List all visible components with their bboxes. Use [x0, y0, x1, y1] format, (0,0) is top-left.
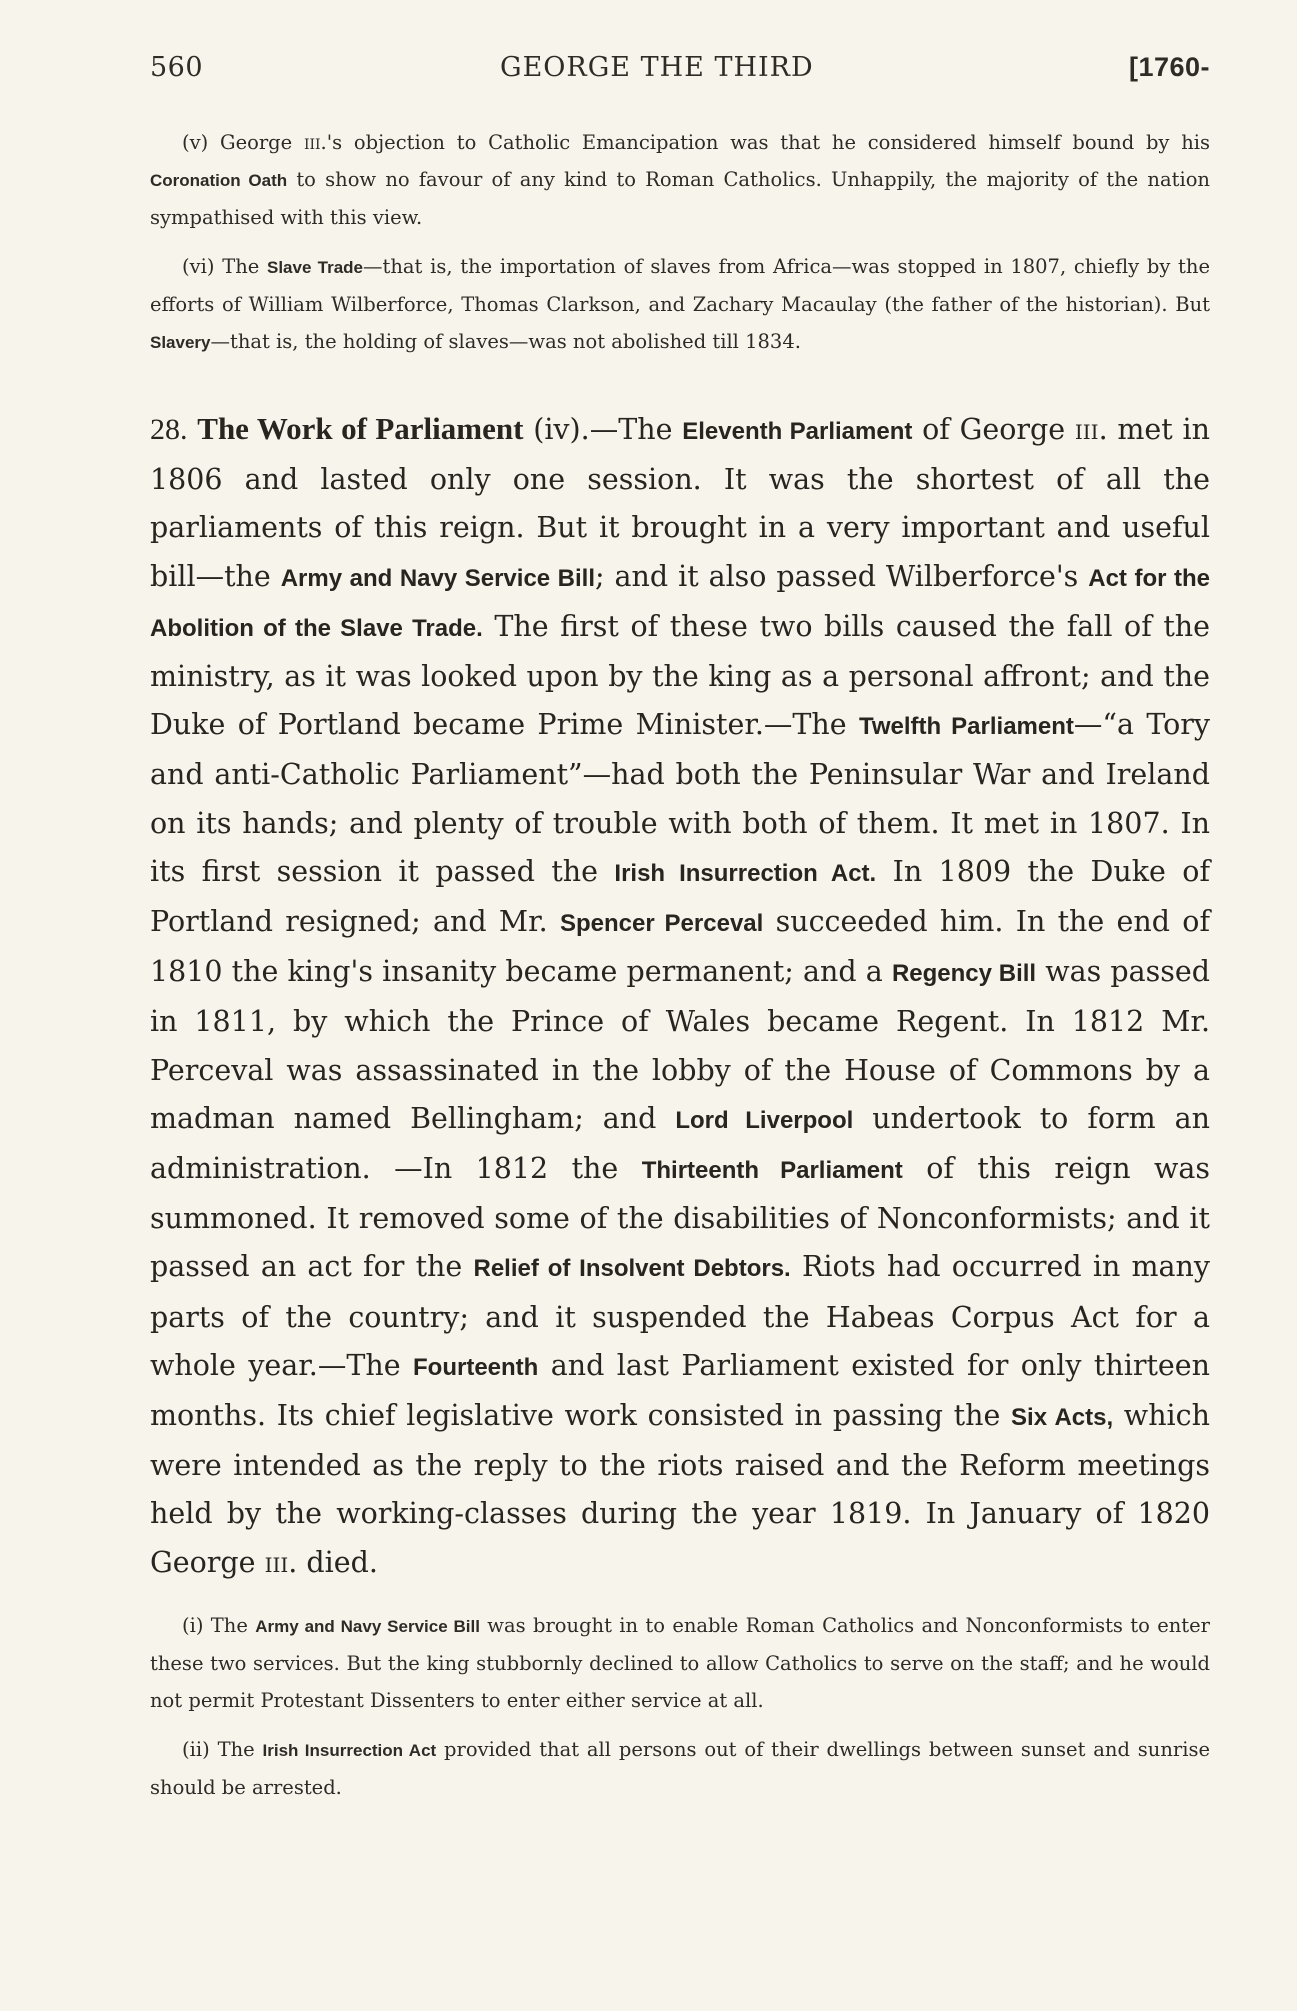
note-text: The	[222, 255, 267, 278]
page-year: [1760-	[1128, 52, 1210, 82]
footnote-bold-term: Irish Insurrection Act	[262, 1740, 437, 1760]
bold-term: Lord Liverpool	[675, 1106, 854, 1134]
section-text: succeeded him. In the end of 1810 the king's insanity became permanent; and a	[150, 905, 1210, 989]
section-text: of this reign was summoned. It removed some of the disabilities of Nonconformists; and it passed an act for the	[150, 1152, 1210, 1284]
note-text: to show no favour of any kind to Roman Catholics. Unhappily, the majority of the nation sympathised with this view.	[150, 168, 1210, 229]
section-text: of George	[912, 413, 1075, 446]
bold-term: Thirteenth Parliament	[641, 1157, 903, 1185]
note-label: (vi)	[182, 255, 215, 278]
note-bold-term: Slave Trade	[267, 258, 364, 277]
running-header	[150, 52, 1210, 96]
section-text: Riots had occurred in many parts of the country; and it suspended the Habeas Corpus Act for a whole year.—The	[150, 1250, 1210, 1382]
page-title: GEORGE THE THIRD	[500, 52, 814, 83]
footnote-bold-term: Army and Navy Service Bill	[255, 1616, 480, 1636]
bold-term: Army and Navy Service Bill	[280, 564, 596, 592]
section-28	[150, 405, 1210, 1587]
note-text: iii.	[303, 131, 327, 154]
footnote-ii	[150, 1731, 1210, 1806]
note-text: George	[220, 131, 304, 154]
section-text: undertook to form an administration. —In 1812 the	[150, 1101, 1210, 1186]
note-bold-term: Coronation Oath	[150, 171, 288, 190]
section-text: (iv).—The	[523, 413, 683, 446]
bold-term: Fourteenth	[413, 1353, 539, 1381]
section-text: In 1809 the Duke of Portland resigned; and Mr.	[150, 854, 1210, 939]
bold-term: Six Acts,	[1011, 1404, 1114, 1432]
page-number: 560	[150, 52, 204, 83]
bold-term: Irish Insurrection Act.	[614, 859, 877, 887]
footnote-i	[150, 1607, 1210, 1719]
section-text: iii.	[264, 1545, 298, 1579]
section-text: was passed in 1811, by which the Prince of Wales became Regent. In 1812 Mr. Perceval was assassinated in the lobby of the House of Commons by a madman named Bellingham; and	[150, 955, 1211, 1135]
note-text: 's objection to Catholic Emancipation was that he considered himself bound by his	[326, 131, 1211, 154]
bold-term: Twelfth Parliament	[858, 713, 1074, 741]
note-text: —that is, the holding of slaves—was not abolished till 1834.	[210, 330, 801, 353]
footnote-text: The	[217, 1737, 263, 1761]
note-v	[150, 124, 1210, 236]
footnote-text: provided that all persons out of their dwellings between sunset and sunrise should be arrested.	[150, 1737, 1211, 1799]
bold-term: Regency Bill	[891, 960, 1037, 988]
section-number: 28.	[150, 413, 188, 446]
note-bold-term: Slavery	[150, 333, 211, 352]
footnote-text: was brought in to enable Roman Catholics and Nonconformists to enter these two services. But the king stubbornly declined to allow Catholics to serve on the staff; and he would not permit Protestant Dissenters to enter either service at all.	[150, 1613, 1210, 1712]
section-text: which were intended as the reply to the riots raised and the Reform meetings held by the working-classes during the year 1819. In January of 1820 George	[150, 1399, 1210, 1579]
section-heading: The Work of Parliament	[197, 411, 524, 446]
footnote-label: (i)	[182, 1613, 204, 1637]
book-page	[150, 52, 1210, 1818]
note-vi	[150, 248, 1210, 361]
bold-term: Eleventh Parliament	[682, 418, 913, 445]
footnotes	[150, 1607, 1210, 1806]
bold-term: Spencer Perceval	[559, 910, 764, 938]
footnote-label: (ii)	[182, 1737, 210, 1761]
section-text: —“a Tory and anti-Catholic Parliament”—had both the Peninsular War and Ireland on its hands; and plenty of trouble with both of them. It met in 1807. In its first session it passed the	[150, 708, 1210, 888]
footnote-text: The	[210, 1613, 256, 1637]
section-text: met in 1806 and lasted only one session. It was the shortest of all the parliaments of this reign. But it brought in a very important and useful bill—the	[150, 413, 1210, 593]
section-text: died.	[297, 1545, 378, 1579]
section-text: ; and it also passed Wilberforce's	[595, 559, 1089, 593]
section-text: and last Parliament existed for only thirteen months. Its chief legislative work consisted in passing the	[150, 1348, 1211, 1433]
note-text: —that is, the importation of slaves from Africa—was stopped in 1807, chiefly by the efforts of William Wilberforce, Thomas Clarkson, and Zachary Macaulay (the father of the historian). But	[150, 255, 1210, 316]
bold-term: Relief of Insolvent Debtors.	[473, 1255, 791, 1283]
bold-term: Act for the Abolition of the Slave Trade.	[150, 564, 1210, 642]
note-label: (v)	[182, 131, 209, 154]
section-text: iii.	[1074, 413, 1108, 446]
section-text: The first of these two bills caused the fall of the ministry, as it was looked upon by the king as a personal affront; and the Duke of Portland became Prime Minister.—The	[150, 609, 1210, 742]
